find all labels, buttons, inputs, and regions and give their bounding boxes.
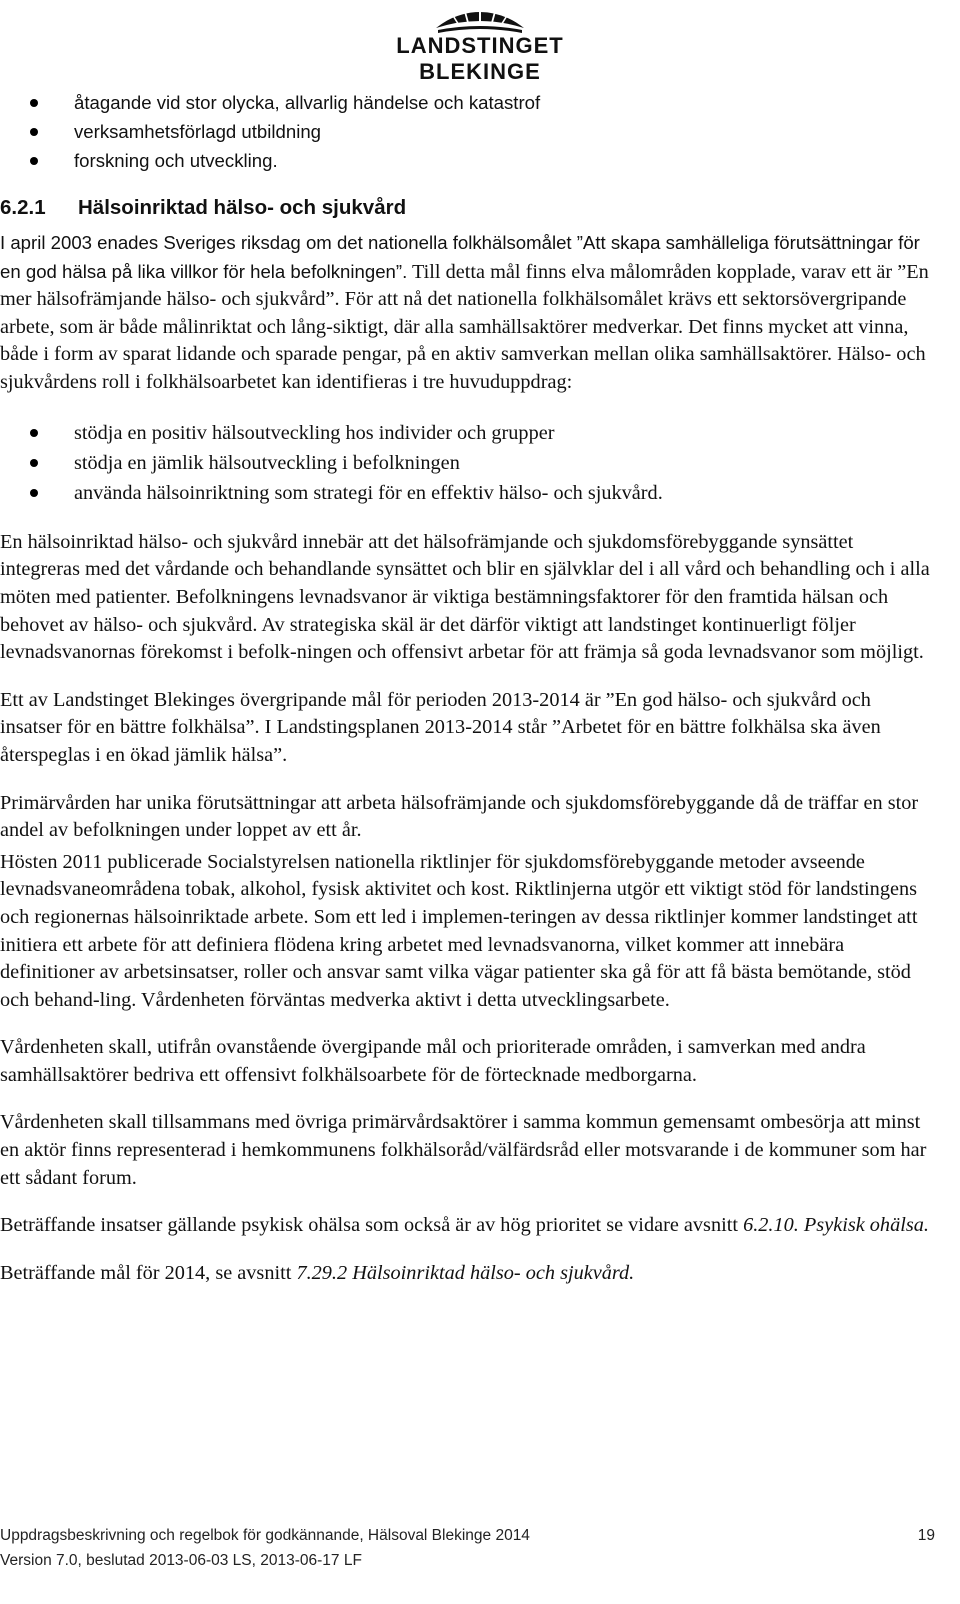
list-item: forskning och utveckling. xyxy=(0,146,935,175)
list-item: stödja en jämlik hälsoutveckling i befolkningen xyxy=(0,448,935,478)
paragraph: Hösten 2011 publicerade Socialstyrelsen nationella riktlinjer för sjukdomsförebyggande metoder avseende levnadsvaneområdena tobak, alkohol, fysisk aktivitet och kost. Riktlinjerna utgör ett viktigt stöd för landstingens och regionernas hälsoinriktade arbete. Som ett led i implemen-teringen av dessa riktlinjer kommer landstinget att initiera ett arbete för att definiera flödena kring arbetet med levnadsvanorna, vilket kommer att innebära definitioner av arbetsinsatser, roller och ansvar samt vilka vägar patienter ska gå för att få bästa bemötande, stöd och behand-ling. Vårdenheten förväntas medverka aktivt i detta utvecklingsarbete. xyxy=(0,850,918,1011)
paragraph: Primärvården har unika förutsättningar att arbeta hälsofrämjande och sjukdomsförebyggande då de träffar en stor andel av befolkningen under loppet av ett år. xyxy=(0,791,919,842)
section-title: Hälsoinriktad hälso- och sjukvård xyxy=(78,196,407,219)
paragraph-text: Beträffande insatser gällande psykisk ohälsa som också är av hög prioritet se vidare avsnitt xyxy=(0,1214,744,1237)
landstinget-logo xyxy=(350,0,610,84)
paragraph-text: Beträffande mål för 2014, se avsnitt xyxy=(0,1261,297,1284)
mission-bullet-list xyxy=(0,418,935,509)
paragraph-sans-run: I april 2003 enades Sveriges riksdag om det nationella folkhälsomålet ”Att skapa samhälleliga förutsättningar för en god hälsa på lika villkor för hela befolkningen”. xyxy=(0,232,920,282)
paragraph: Ett av Landstinget Blekinges övergripande mål för perioden 2013-2014 är ”En god hälso- och sjukvård och insatser för en bättre folkhälsa”. I Landstingsplanen 2013-2014 står ”Arbetet för en bättre folkhälsa ska även återspeglas i en ökad jämlik hälsa”. xyxy=(0,688,881,766)
page-number: 19 xyxy=(917,1527,935,1544)
paragraph-serif-run: Till detta mål finns elva målområden kopplade, varav ett är ”En mer hälsofrämjande hälso- och sjukvård”. För att nå det nationella folkhälsomålet krävs ett sektorsövergripande arbete, som är både målinriktat och lång-siktigt, där alla samhällsaktörer medverkar. Det finns mycket att vinna, både i form av sparat lidande och sparade pengar, på en aktiv samverkan mellan olika samhällsaktörer. Hälso- och sjukvårdens roll i folkhälsoarbetet kan identifieras i tre huvuduppdrag: xyxy=(0,260,929,393)
section-reference-link[interactable]: 7.29.2 Hälsoinriktad hälso- och sjukvård. xyxy=(296,1261,635,1284)
crown-emblem-icon xyxy=(428,0,532,34)
footer-version: Version 7.0, beslutad 2013-06-03 LS, 2013-06-17 LF xyxy=(0,1552,362,1569)
paragraph: En hälsoinriktad hälso- och sjukvård innebär att det hälsofrämjande och sjukdomsförebyggande synsättet integreras med det vårdande och behandlande synsättet och blir en självklar del i all vård och behandling och i alla möten med patienter. Befolkningens levnadsvanor är viktiga bestämningsfaktorer för den framtida hälsan och behovet av hälso- och sjukvård. Av strategiska skäl är det därför viktigt att landstinget kontinuerligt följer levnadsvanornas förekomst i befolk-ningen och offensivt arbetar för att främja så goda levnadsvanor som möjligt. xyxy=(0,530,930,664)
page-footer xyxy=(0,1523,935,1573)
paragraph xyxy=(0,1212,935,1240)
paragraph xyxy=(0,229,935,397)
paragraph: Vårdenheten skall, utifrån ovanstående övergipande mål och prioriterade områden, i samverkan med andra samhällsaktörer bedriva ett offensivt folkhälsoarbete för de förtecknade medborgarna. xyxy=(0,1036,866,1086)
footer-document-title: Uppdragsbeskrivning och regelbok för godkännande, Hälsoval Blekinge 2014 xyxy=(0,1527,530,1544)
list-item: stödja en positiv hälsoutveckling hos individer och grupper xyxy=(0,418,935,448)
section-reference-link[interactable]: 6.2.10. Psykisk ohälsa. xyxy=(743,1214,929,1237)
document-body xyxy=(0,85,935,1287)
list-item: använda hälsoinriktning som strategi för en effektiv hälso- och sjukvård. xyxy=(0,478,935,508)
list-item: verksamhetsförlagd utbildning xyxy=(0,117,935,146)
intro-bullet-list xyxy=(0,88,935,175)
section-number: 6.2.1 xyxy=(0,196,46,219)
list-item: åtagande vid stor olycka, allvarlig händelse och katastrof xyxy=(0,88,935,117)
paragraph xyxy=(0,1260,935,1288)
paragraph: Vårdenheten skall tillsammans med övriga primärvårdsaktörer i samma kommun gemensamt ombesörja att minst en aktör finns representerad i hemkommunens folkhälsoråd/välfärdsråd eller motsvarande i de kommuner som har ett sådant forum. xyxy=(0,1111,927,1189)
logo-text: LANDSTINGET BLEKINGE xyxy=(396,33,564,84)
section-heading xyxy=(0,193,935,223)
